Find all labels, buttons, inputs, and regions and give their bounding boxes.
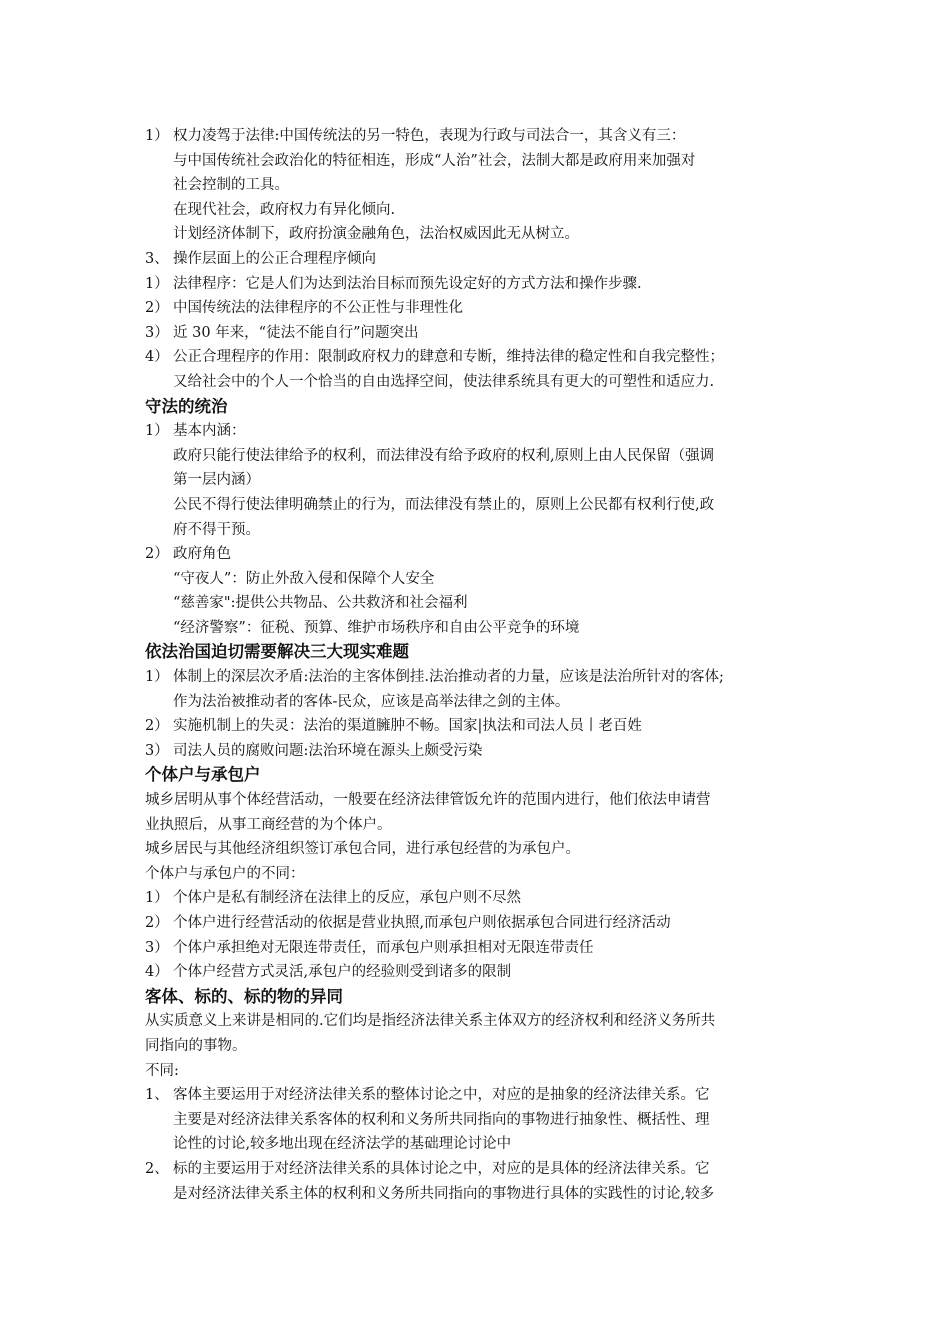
list-item (145, 296, 810, 321)
list-item-continuation: 计划经济体制下，政府扮演金融角色，法治权威因此无从树立。 (173, 226, 579, 243)
list-item (145, 911, 810, 936)
list-item-number: 4） (145, 349, 169, 366)
list-item (145, 272, 810, 297)
list-item-number: 2） (145, 300, 169, 317)
list-item (145, 886, 810, 911)
list-item-text: 操作层面上的公正合理程序倾向 (173, 250, 376, 267)
list-item-number: 3） (145, 939, 169, 956)
list-item-continuation: 论性的讨论,较多地出现在经济法学的基础理论讨论中 (173, 1136, 512, 1153)
list-item-text: 政府角色 (173, 546, 231, 563)
list-item (145, 345, 810, 370)
list-item-continuation: 第一层内涵） (173, 472, 260, 489)
list-item-number: 3、 (145, 250, 169, 267)
list-item-number: 1、 (145, 1087, 169, 1104)
list-item-continuation: 府不得干预。 (173, 521, 260, 538)
list-item-number: 3） (145, 742, 169, 759)
section-heading: 客体、标的、标的物的异同 (145, 986, 343, 1006)
list-item-number: 1） (145, 423, 169, 440)
section-heading: 个体户与承包户 (145, 765, 261, 785)
list-item-text: 公正合理程序的作用：限制政府权力的肆意和专断，维持法律的稳定性和自我完整性； (173, 349, 724, 366)
list-item (145, 542, 810, 567)
list-item-number: 1） (145, 128, 169, 144)
paragraph-line: 同指向的事物。 (145, 1037, 247, 1054)
list-item-text: 个体户是私有制经济在法律上的反应，承包户则不尽然 (173, 890, 521, 907)
list-item-number: 1） (145, 890, 169, 907)
list-item-text: 个体户承担绝对无限连带责任，而承包户则承担相对无限连带责任 (173, 939, 594, 956)
list-item-text: 个体户进行经营活动的依据是营业执照,而承包户则依据承包合同进行经济活动 (173, 915, 671, 931)
list-item (145, 124, 810, 149)
list-item-continuation: 又给社会中的个人一个恰当的自由选择空间，使法律系统具有更大的可塑性和适应力. (173, 373, 715, 390)
list-item-continuation: 在现代社会，政府权力有异化倾向. (173, 201, 396, 218)
list-item (145, 960, 810, 985)
list-item-text: 近 30 年来，“徒法不能自行”问题突出 (173, 324, 419, 341)
list-item-continuation: “守夜人”：防止外敌入侵和保障个人安全 (173, 570, 435, 587)
list-item-text: 个体户经营方式灵活,承包户的经验则受到诸多的限制 (173, 964, 512, 981)
list-item-continuation: 与中国传统社会政治化的特征相连，形成“人治”社会，法制大都是政府用来加强对 (173, 152, 696, 169)
paragraph-line: 城乡居明从事个体经营活动，一般要在经济法律管饭允许的范围内进行，他们依法申请营 (145, 792, 711, 809)
paragraph-line: 业执照后，从事工商经营的为个体户。 (145, 816, 392, 833)
list-item-continuation: 是对经济法律关系主体的权利和义务所共同指向的事物进行具体的实践性的讨论,较多 (173, 1185, 715, 1202)
list-item (145, 419, 810, 444)
list-item-number: 1） (145, 275, 169, 292)
list-item-continuation: 公民不得行使法律明确禁止的行为，而法律没有禁止的，原则上公民都有权利行使,政 (173, 496, 715, 513)
list-item (145, 1083, 810, 1108)
list-item-text: 基本内涵： (173, 423, 246, 440)
list-item-text: 标的主要运用于对经济法律关系的具体讨论之中，对应的是具体的经济法律关系。它 (173, 1160, 710, 1177)
list-item-continuation: 社会控制的工具。 (173, 177, 289, 194)
list-item-number: 2） (145, 718, 169, 735)
list-item-number: 4） (145, 964, 169, 981)
paragraph-line: 个体户与承包户的不同： (145, 865, 305, 882)
section-heading: 守法的统治 (145, 396, 228, 416)
list-item-text: 权力凌驾于法律:中国传统法的另一特色，表现为行政与司法合一，其含义有三： (173, 128, 686, 144)
list-item-text: 中国传统法的法律程序的不公正性与非理性化 (173, 300, 463, 317)
list-item-text: 实施机制上的失灵：法治的渠道臃肿不畅。国家|执法和司法人员丨老百姓 (173, 718, 642, 735)
list-item-continuation: “经济警察”：征税、预算、维护市场秩序和自由公平竞争的环境 (173, 619, 580, 636)
list-item-text: 体制上的深层次矛盾:法治的主客体倒挂.法治推动者的力量，应该是法治所针对的客体; (173, 669, 724, 686)
list-item (145, 714, 810, 739)
paragraph-line: 从实质意义上来讲是相同的.它们均是指经济法律关系主体双方的经济权利和经济义务所共 (145, 1013, 716, 1030)
list-item (145, 739, 810, 764)
list-item-number: 3） (145, 324, 169, 341)
section-heading: 依法治国迫切需要解决三大现实难题 (145, 642, 409, 662)
list-item-number: 2、 (145, 1160, 169, 1177)
list-item (145, 936, 810, 961)
list-item-text: 司法人员的腐败问题:法治环境在源头上颇受污染 (173, 742, 483, 759)
document-body (145, 124, 810, 1206)
list-item (145, 665, 810, 690)
list-item-number: 2） (145, 915, 169, 931)
list-item-continuation: 政府只能行使法律给予的权利，而法律没有给予政府的权利,原则上由人民保留（强调 (173, 447, 715, 464)
list-item-number: 2） (145, 546, 169, 563)
list-item-continuation: 主要是对经济法律关系客体的权利和义务所共同指向的事物进行抽象性、概括性、理 (173, 1111, 710, 1128)
list-item-continuation: 作为法治被推动者的客体-民众，应该是高举法律之剑的主体。 (173, 693, 570, 710)
paragraph-line: 不同: (145, 1062, 179, 1079)
list-item-continuation: “慈善家":提供公共物品、公共救济和社会福利 (173, 595, 468, 612)
list-item-text: 客体主要运用于对经济法律关系的整体讨论之中，对应的是抽象的经济法律关系。它 (173, 1087, 710, 1104)
list-item (145, 247, 810, 272)
paragraph-line: 城乡居民与其他经济组织签订承包合同，进行承包经营的为承包户。 (145, 841, 580, 858)
list-item (145, 1157, 810, 1182)
list-item-text: 法律程序：它是人们为达到法治目标而预先设定好的方式方法和操作步骤. (173, 275, 642, 292)
list-item-number: 1） (145, 669, 169, 686)
list-item (145, 321, 810, 346)
